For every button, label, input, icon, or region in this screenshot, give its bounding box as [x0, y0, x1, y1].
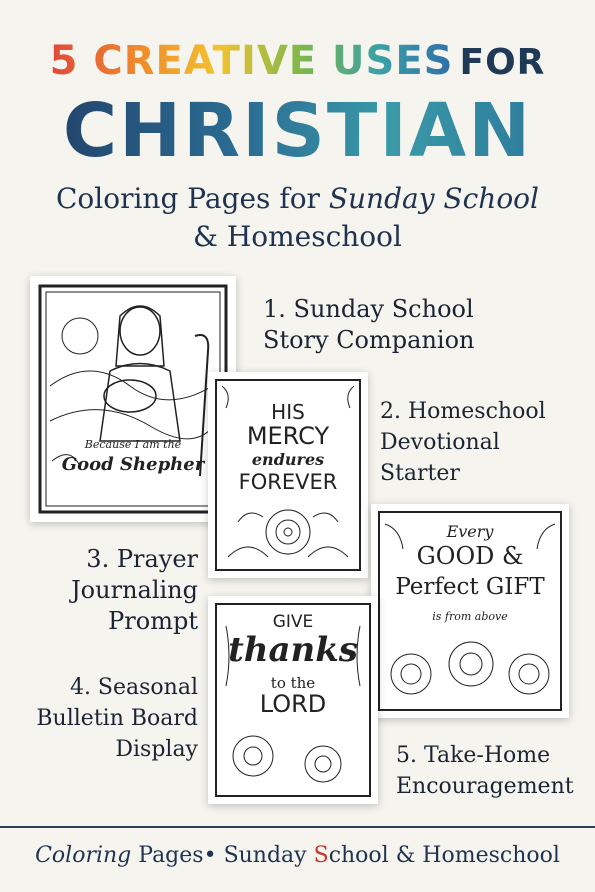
footer-part-2: Sunday — [223, 843, 307, 868]
use-4-line-1: 4. Seasonal — [69, 675, 198, 700]
footer-italic: Coloring — [35, 843, 132, 868]
gift-line-4: is from above — [432, 610, 508, 623]
title-for: FOR — [459, 42, 546, 83]
subtitle-italic: Sunday School — [328, 182, 539, 215]
shepherd-illustration — [30, 276, 236, 522]
coloring-page-thanks — [208, 596, 378, 804]
use-4-label — [36, 672, 198, 765]
mercy-line-2: MERCY — [246, 422, 330, 450]
use-2-line-1: 2. Homeschool — [380, 399, 546, 424]
footer-part-3: chool & Homeschool — [328, 843, 560, 868]
title-line-1 — [0, 38, 595, 84]
use-1-label — [263, 294, 474, 356]
use-1-line-2: Story Companion — [263, 326, 475, 354]
use-3-line-1: 3. Prayer — [86, 545, 198, 573]
thanks-line-2: thanks — [228, 630, 358, 670]
footer-red-letter: S — [313, 843, 329, 868]
footer-divider — [0, 826, 595, 828]
use-3-line-3: Prompt — [108, 607, 198, 635]
coloring-page-mercy — [208, 372, 368, 578]
footer — [0, 843, 595, 868]
use-5-label — [396, 740, 574, 802]
use-3-label — [71, 544, 198, 637]
shepherd-line-2: Good Shepher — [61, 454, 205, 475]
coloring-page-gift — [371, 504, 569, 718]
mercy-line-3: endures — [251, 450, 325, 469]
use-2-line-3: Starter — [380, 461, 460, 486]
coloring-page-shepherd — [30, 276, 236, 522]
use-2-line-2: Devotional — [380, 430, 500, 455]
subtitle-part-2: & Homeschool — [193, 220, 402, 253]
thanks-line-1: GIVE — [272, 612, 314, 632]
use-5-line-2: Encouragement — [396, 774, 574, 799]
use-4-line-3: Display — [115, 737, 198, 762]
use-4-line-2: Bulletin Board — [36, 706, 198, 731]
gift-line-3: Perfect GIFT — [395, 574, 545, 600]
title-line-2 — [0, 86, 595, 176]
title-christian: CHRISTIAN — [62, 88, 533, 174]
use-2-label — [380, 396, 546, 489]
subtitle — [0, 180, 595, 256]
subtitle-part-1: Coloring Pages for — [56, 182, 320, 215]
mercy-line-1: HIS — [271, 400, 305, 424]
mercy-line-4: FOREVER — [238, 470, 338, 494]
footer-part-1: Pages• — [138, 843, 217, 868]
use-3-line-2: Journaling — [71, 576, 198, 604]
title-highlight: 5 CREATIVE USES — [49, 38, 454, 84]
thanks-line-3: to the — [270, 674, 316, 692]
thanks-line-4: LORD — [259, 690, 327, 718]
gift-line-2: GOOD & — [416, 542, 524, 570]
use-5-line-1: 5. Take-Home — [396, 743, 551, 768]
shepherd-line-1: Because I am the — [84, 438, 182, 451]
use-1-line-1: 1. Sunday School — [263, 295, 474, 323]
gift-line-1: Every — [446, 522, 494, 541]
